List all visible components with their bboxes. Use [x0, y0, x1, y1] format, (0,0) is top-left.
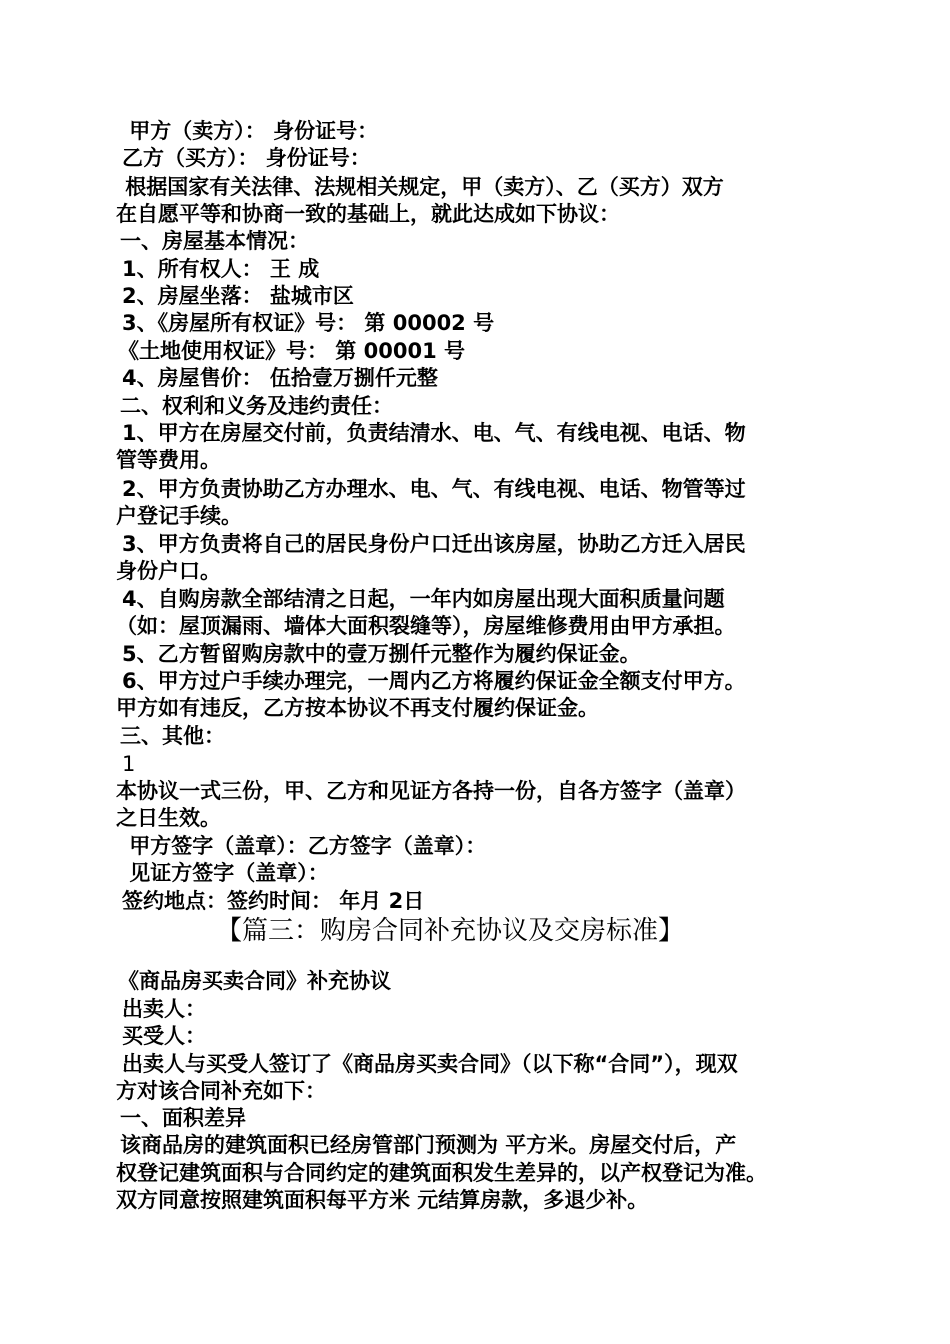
copies-line-1: 本协议一式三份，甲、乙方和见证方各持一份，自各方签字（盖章） [116, 779, 746, 803]
area-clause-line-3: 双方同意按照建筑面积每平方米 元结算房款，多退少补。 [116, 1188, 649, 1212]
clause-3-line-2: 身份户口。 [116, 559, 221, 583]
clause-1-line-2: 管等费用。 [116, 448, 221, 472]
owner-line: 1、所有权人： 王 成 [122, 257, 320, 281]
area-clause-line-2: 权登记建筑面积与合同约定的建筑面积发生差异的，以产权登记为准。 [116, 1161, 767, 1185]
preamble-line-2: 在自愿平等和协商一致的基础上，就此达成如下协议： [116, 202, 620, 226]
witness-signature-line: 见证方签字（盖章）： [122, 861, 329, 885]
clause-3-line-1: 3、甲方负责将自己的居民身份户口迁出该房屋，协助乙方迁入居民 [122, 532, 746, 556]
preamble-line-1: 根据国家有关法律、法规相关规定，甲（卖方）、乙（买方）双方 [118, 175, 724, 199]
seller-party-line: 出卖人： [122, 997, 206, 1021]
clause-2-line-1: 2、甲方负责协助乙方办理水、电、气、有线电视、电话、物管等过 [122, 477, 746, 501]
seller-line: 甲方（卖方）： 身份证号： [122, 119, 379, 143]
supplement-intro-line-1: 出卖人与买受人签订了《商品房买卖合同》（以下称“合同”），现双 [122, 1052, 738, 1076]
clause-4-line-1: 4、自购房款全部结清之日起，一年内如房屋出现大面积质量问题 [122, 587, 725, 611]
clause-1-line-1: 1、甲方在房屋交付前，负责结清水、电、气、有线电视、电话、物 [122, 421, 746, 445]
copies-line-2: 之日生效。 [116, 806, 221, 830]
clause-2-line-2: 户登记手续。 [116, 504, 242, 528]
supplement-intro-line-2: 方对该合同补充如下： [116, 1079, 326, 1103]
section-1-heading: 一、房屋基本情况： [120, 229, 309, 253]
buyer-line: 乙方（买方）： 身份证号： [122, 146, 371, 170]
clause-6-line-1: 6、甲方过户手续办理完，一周内乙方将履约保证金全额支付甲方。 [122, 669, 746, 693]
clause-4-line-2: （如：屋顶漏雨、墙体大面积裂缝等），房屋维修费用由甲方承担。 [116, 614, 736, 638]
clause-5-line: 5、乙方暂留购房款中的壹万捌仟元整作为履约保证金。 [122, 642, 641, 666]
signing-place-time-line: 签约地点：签约时间： 年月 2日 [122, 889, 425, 913]
buyer-party-line: 买受人： [122, 1024, 206, 1048]
area-clause-line-1: 该商品房的建筑面积已经房管部门预测为 平方米。房屋交付后，产 [120, 1133, 737, 1157]
signature-parties-line: 甲方签字（盖章）：乙方签字（盖章）： [122, 834, 487, 858]
supplement-title: 《商品房买卖合同》补充协议 [118, 969, 391, 993]
section-3-heading: 三、其他： [120, 724, 225, 748]
location-line: 2、房屋坐落： 盐城市区 [122, 284, 354, 308]
section-2-heading: 二、权利和义务及违约责任： [120, 394, 393, 418]
property-cert-line: 3、《房屋所有权证》号： 第 00002 号 [122, 311, 495, 335]
clause-6-line-2: 甲方如有违反，乙方按本协议不再支付履约保证金。 [116, 696, 599, 720]
price-line: 4、房屋售价： 伍拾壹万捌仟元整 [122, 366, 438, 390]
section-heading: 【篇三：购房合同补充协议及交房标准】 [216, 916, 685, 946]
area-difference-heading: 一、面积差异 [120, 1106, 246, 1130]
other-item-number: 1 [122, 752, 136, 776]
land-cert-line: 《土地使用权证》号： 第 00001 号 [118, 339, 465, 363]
